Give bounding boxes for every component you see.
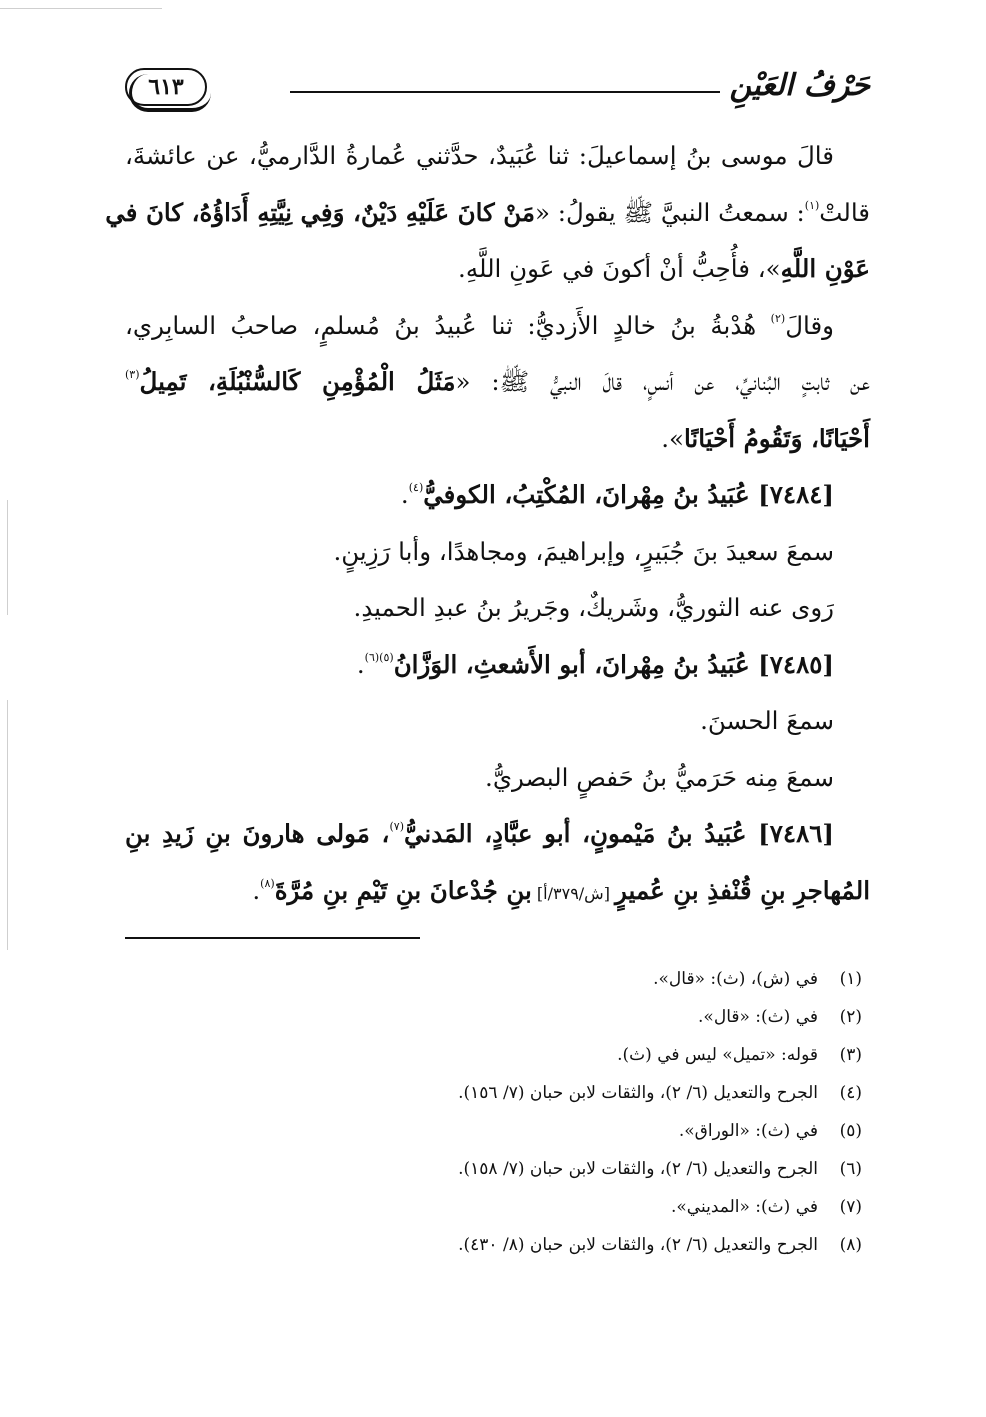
hadith-text: عَوْنِ اللَّهِ (780, 254, 870, 283)
text-run: سمعَ الحسنَ. (700, 706, 834, 735)
footnote-separator (125, 937, 420, 939)
entry-title: ، مَولى هارونَ بنِ زَيدِ بنِ (125, 819, 390, 848)
page-number: ٦١٣ (148, 74, 184, 100)
footnote-number: (٦) (839, 1159, 862, 1179)
footnote-ref[interactable]: (٤) (408, 481, 424, 494)
page-header (125, 62, 870, 114)
scan-left-margin-mark (7, 500, 8, 615)
footnote-ref[interactable]: (٢) (770, 311, 786, 325)
text-line (125, 750, 870, 807)
text-line (125, 693, 870, 750)
text-run: . (252, 875, 261, 905)
footnote-item (125, 1226, 870, 1264)
text-line (125, 354, 870, 411)
footnote-text: قوله: «تميل» ليس في (ث). (617, 1045, 818, 1065)
main-text (105, 128, 870, 919)
footnote-number: (١) (839, 969, 862, 989)
footnote-text: الجرح والتعديل (٦/ ٢)، والثقات لابن حبان (٧/ ١٥٦). (458, 1083, 818, 1103)
footnote-number: (٨) (839, 1235, 862, 1255)
footnote-item (125, 960, 870, 998)
text-run: سمعَ مِنه حَرَميُّ بنُ حَفصٍ البصريُّ. (485, 762, 834, 792)
text-run: قالَ موسى بنُ إسماعيلَ: ثنا عُبَيدٌ، حدَّثني عُمارةُ الدَّارميُّ، عن عائشةَ، (125, 141, 834, 170)
footnotes (125, 960, 870, 1264)
text-run: »، فأُحِبُّ أنْ أكونَ في عَونِ اللَّهِ. (458, 254, 781, 283)
footnote-number: (٤) (839, 1083, 862, 1103)
footnote-text: في (ث): «الوراق». (678, 1121, 818, 1141)
entry-title: [٧٤٨٦] عُبَيدُ بنُ مَيْمونٍ، أبو عبَّادٍ، المَدنيُّ (403, 819, 834, 848)
text-line (125, 863, 870, 920)
footnote-ref[interactable]: (٨) (260, 876, 275, 890)
text-run: عن ثابتٍ البُنانيِّ، عن أنسٍ، قالَ النبيُّ ﷺ: « (455, 367, 870, 396)
footnote-number: (٢) (839, 1007, 862, 1027)
text-run: . (400, 480, 409, 509)
footnote-ref[interactable]: (٣) (125, 368, 140, 381)
footnote-item (125, 1074, 870, 1112)
text-run: هُدْبةُ بنُ خالدٍ الأَزديُّ: ثنا عُبيدُ بنُ مُسلمٍ، صاحبُ السابِري، (125, 310, 771, 340)
hadith-text: أَحْيَانًا، وَتَقُومُ أَحْيَانًا (683, 423, 870, 453)
footnote-item (125, 1188, 870, 1226)
footnote-item (125, 1112, 870, 1150)
footnote-ref[interactable]: (١) (804, 198, 820, 212)
text-line (105, 185, 870, 242)
text-line (125, 411, 870, 468)
entry-title: [٧٤٨٤] عُبَيدُ بنُ مِهْرانَ، المُكْتِبُ، الكوفيُّ (423, 480, 834, 509)
footnote-text: في (ث): «قال». (698, 1007, 818, 1027)
entry-title: بنِ جُدْعانَ بنِ تَيْمِ بنِ مُرَّةَ (274, 875, 532, 905)
hadith-text: مَثَلُ الْمُؤْمِنِ كَالسُّنْبُلَةِ، تَمِيلُ (139, 367, 456, 396)
footnote-number: (٣) (839, 1045, 862, 1065)
footnote-ref[interactable]: (٥)(٦) (364, 650, 394, 664)
text-run: سمعَ سعيدَ بنَ جُبَيرٍ، وإبراهيمَ، ومجاهدًا، وأبا رَزِينٍ. (333, 536, 834, 566)
text-line (125, 298, 870, 355)
entry-heading (125, 467, 870, 524)
footnote-item (125, 1036, 870, 1074)
footnote-text: الجرح والتعديل (٦/ ٢)، والثقات لابن حبان (٨/ ٤٣٠). (458, 1235, 818, 1255)
footnote-ref[interactable]: (٧) (389, 820, 404, 833)
text-run: قالتْ (819, 197, 870, 227)
entry-heading (125, 806, 870, 863)
entry-title: المُهاجرِ بنِ قُنْفذِ بنِ عُميرٍ (615, 875, 870, 905)
text-line (125, 128, 870, 185)
hadith-text: مَنْ كانَ عَلَيْهِ دَيْنٌ، وَفِي نِيَّتِهِ أَدَاؤُهُ، كانَ في (105, 197, 536, 227)
page-number-badge (125, 68, 207, 106)
footnote-number: (٧) (839, 1197, 862, 1217)
text-run: : سمعتُ النبيَّ ﷺ يقولُ: « (535, 197, 805, 227)
manuscript-ref: [ش/٣٧٩/أ] (531, 883, 616, 903)
header-rule (290, 91, 720, 93)
footnote-number: (٥) (839, 1121, 862, 1141)
text-run: وقالَ (785, 310, 834, 340)
text-run: رَوى عنه الثوريُّ، وشَريكٌ، وجَريرُ بنُ عبدِ الحميدِ. (353, 593, 834, 622)
entry-heading (125, 637, 870, 694)
chapter-title: حَرْفُ العَيْنِ (729, 68, 870, 103)
footnote-item (125, 998, 870, 1036)
text-line (125, 241, 870, 298)
text-line (125, 524, 870, 581)
book-page (105, 0, 870, 1417)
text-run: ». (661, 423, 684, 453)
footnote-text: في (ث): «المديني». (671, 1197, 818, 1217)
footnote-text: في (ش)، (ث): «قال». (653, 969, 818, 989)
scan-left-margin-mark (7, 700, 8, 950)
footnote-item (125, 1150, 870, 1188)
text-run: . (356, 649, 365, 679)
text-line (125, 580, 870, 637)
entry-title: [٧٤٨٥] عُبَيدُ بنُ مِهْرانَ، أبو الأَشعثِ، الوَزَّانُ (393, 649, 834, 679)
footnote-text: الجرح والتعديل (٦/ ٢)، والثقات لابن حبان (٧/ ١٥٨). (458, 1159, 818, 1179)
